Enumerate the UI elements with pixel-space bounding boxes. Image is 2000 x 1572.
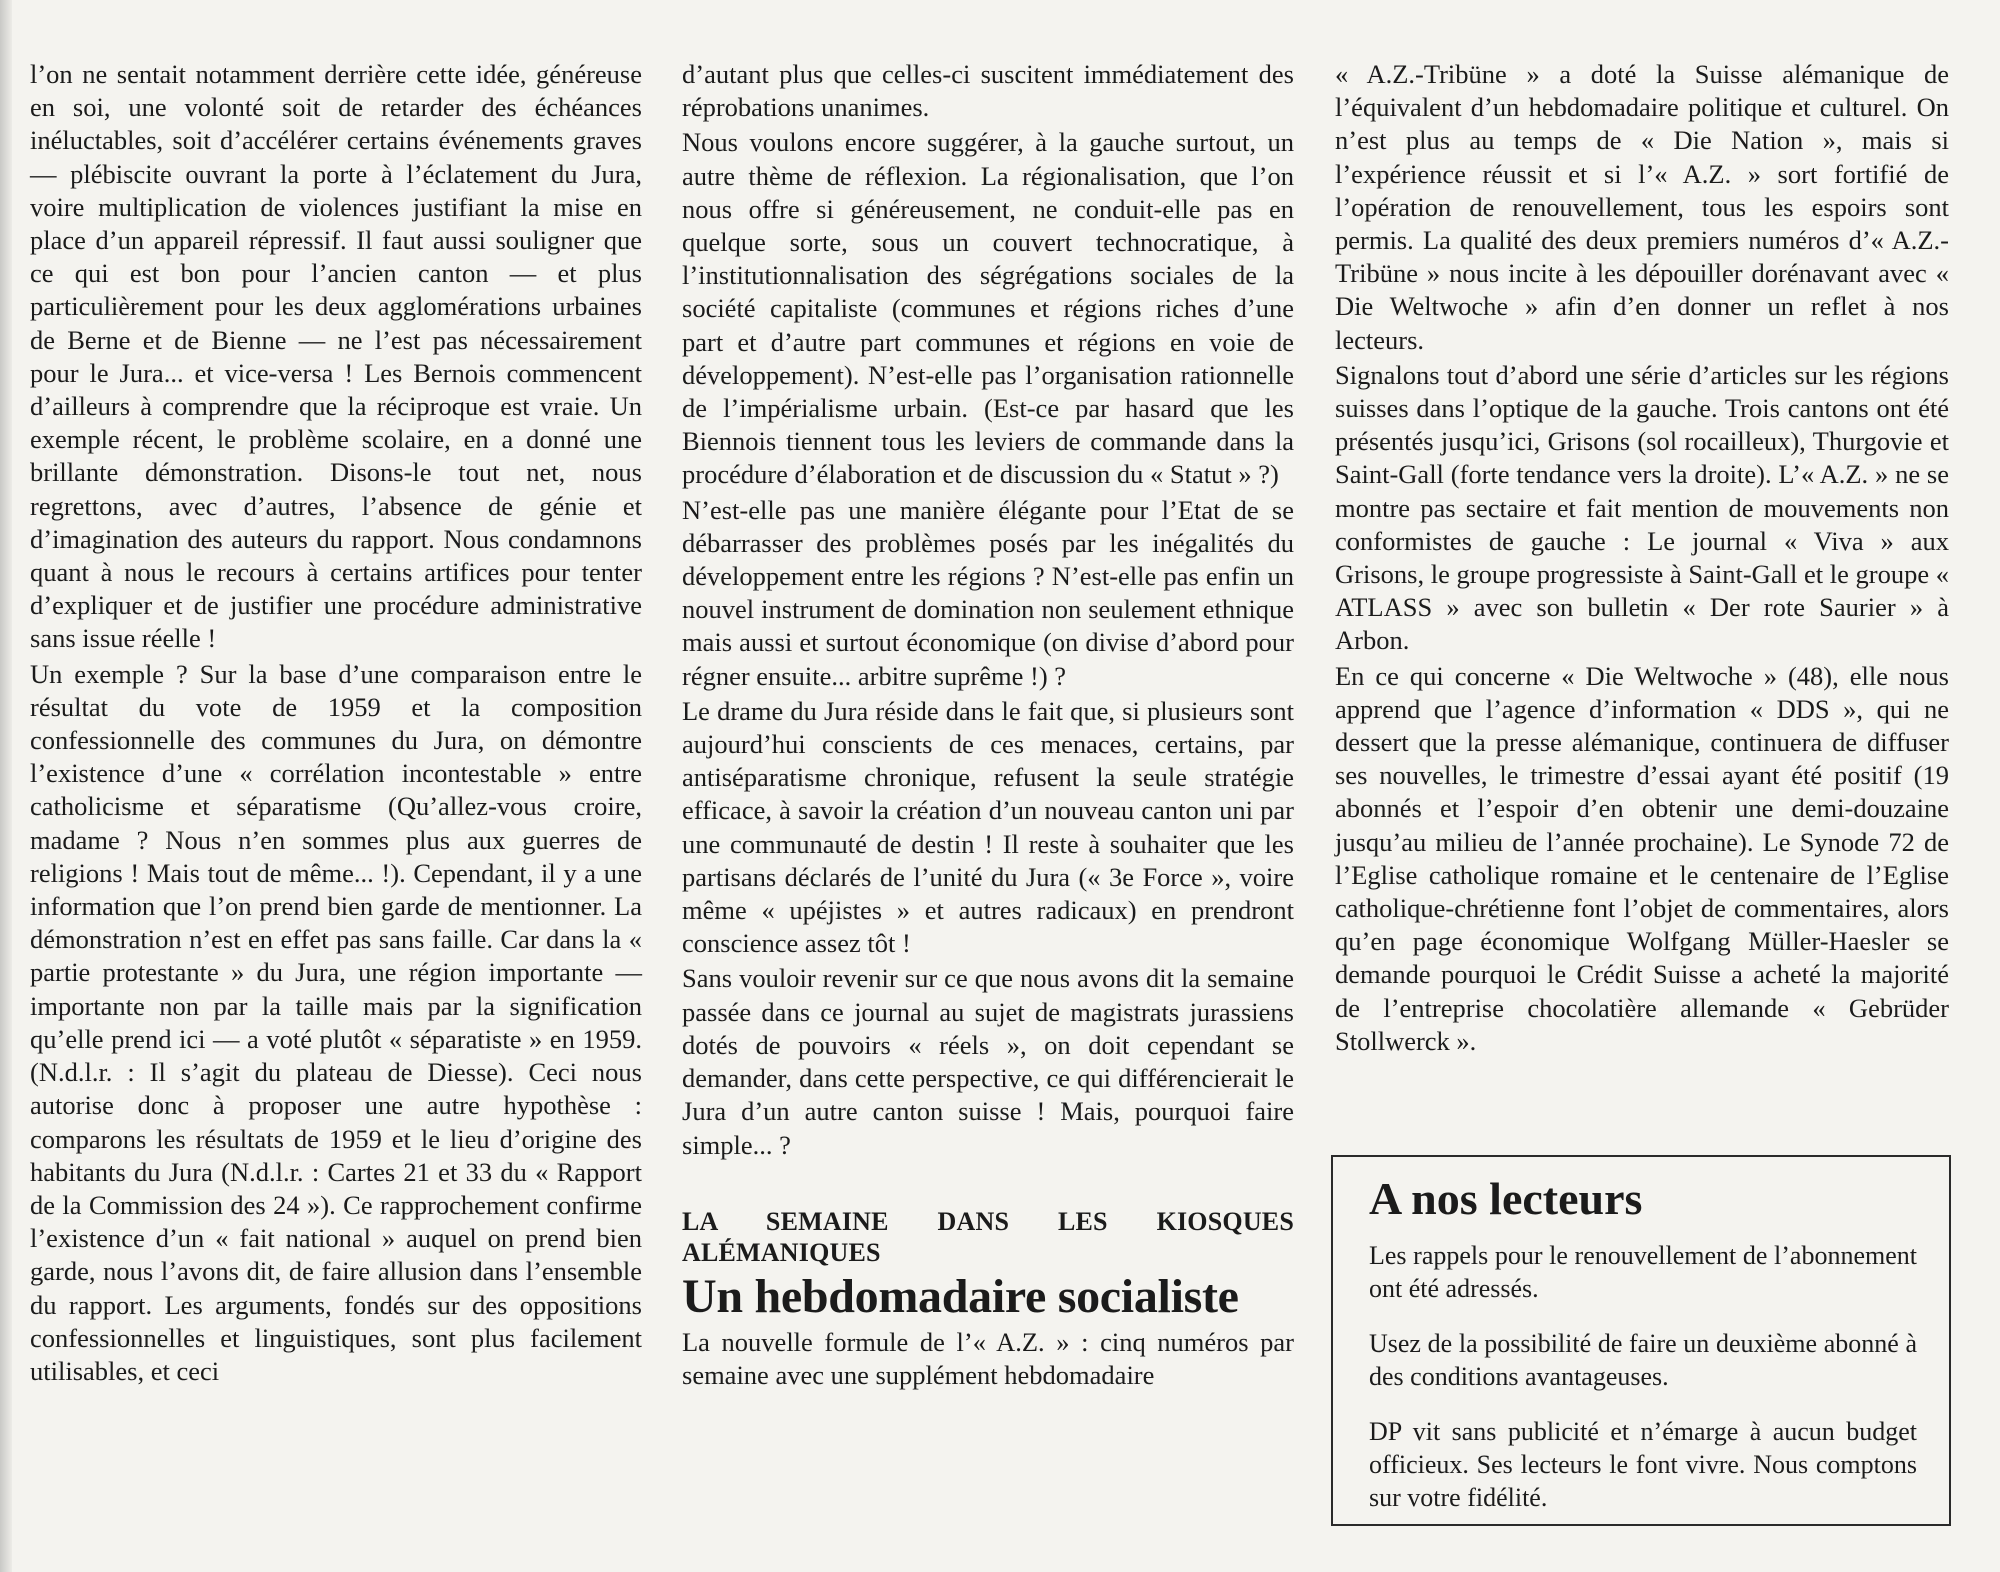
column-middle [682, 58, 1294, 1394]
paragraph: Nous voulons encore suggérer, à la gauche surtout, un autre thème de réflexion. La régionalisation, que l’on nous offre si généreusement, ne conduit-elle pas en quelque sorte, sous un couvert technocratique, à l’institutionnalisation des ségrégations sociales de la société capitaliste (communes et régions riches d’une part et d’autre part communes et régions en voie de développement). N’est-elle pas l’organisation rationnelle de l’impérialisme urbain. (Est-ce par hasard que les Biennois tiennent tous les leviers de commande dans la procédure d’élaboration et de discussion du « Statut » ?) [682, 127, 1294, 490]
notice-paragraph: Les rappels pour le renouvellement de l’abonnement ont été adressés. [1369, 1241, 1917, 1303]
paragraph: « A.Z.-Tribüne » a doté la Suisse alémanique de l’équivalent d’un hebdomadaire politique et culturel. On n’est plus au temps de « Die Nation », mais si l’expérience réussit et si l’« A.Z. » sort fortifié de l’opération de renouvellement, tous les espoirs sont permis. La qualité des deux premiers numéros d’« A.Z.-Tribüne » nous incite à les dépouiller dorénavant avec « Die Weltwoche » afin d’en donner un reflet à nos lecteurs. [1335, 59, 1949, 355]
paragraph: N’est-elle pas une manière élégante pour l’Etat de se débarrasser des problèmes posés par les inégalités du développement entre les régions ? N’est-elle pas enfin un nouvel instrument de domination non seulement ethnique mais aussi et surtout économique (on divise d’abord pour régner ensuite... arbitre suprême !) ? [682, 494, 1294, 691]
notice-box [1331, 1155, 1951, 1526]
paragraph: d’autant plus que celles-ci suscitent immédiatement des réprobations unanimes. [682, 59, 1294, 123]
section-kicker: LA SEMAINE DANS LES KIOSQUES ALÉMANIQUES [682, 1206, 1294, 1267]
paragraph: Signalons tout d’abord une série d’articles sur les régions suisses dans l’optique de la gauche. Trois cantons ont été présentés jusqu’ici, Grisons (sol rocailleux), Thurgovie et Saint-Gall (forte tendance vers la droite). L’« A.Z. » ne se montre pas sectaire et fait mention de mouvements non conformistes de gauche : Le journal « Viva » aux Grisons, le groupe progressiste à Saint-Gall et le groupe « ATLASS » avec son bulletin « Der rote Saurier » à Arbon. [1335, 359, 1949, 656]
article-headline: Un hebdomadaire socialiste [682, 1269, 1239, 1323]
paragraph: Sans vouloir revenir sur ce que nous avons dit la semaine passée dans ce journal au sujet de magistrats jurassiens dotés de pouvoirs « réels », on doit cependant se demander, dans cette perspective, ce qui différencierait le Jura d’un autre canton suisse ! Mais, pourquoi faire simple... ? [682, 963, 1294, 1160]
scan-edge [0, 0, 12, 1572]
notice-paragraph: Usez de la possibilité de faire un deuxième abonné à des conditions avantageuses. [1369, 1329, 1917, 1391]
notice-paragraph: DP vit sans publicité et n’émarge à aucun budget officieux. Ses lecteurs le font vivre. Nous comptons sur votre fidélité. [1369, 1417, 1917, 1512]
paragraph: En ce qui concerne « Die Weltwoche » (48), elle nous apprend que l’agence d’information « DDS », qui ne dessert que la presse alémanique, continuera de diffuser ses nouvelles, le trimestre d’essai ayant été positif (19 abonnés et l’espoir d’en obtenir une demi-douzaine jusqu’au milieu de l’année prochaine). Le Synode 72 de l’Eglise catholique romaine et le centenaire de l’Eglise catholique-chrétienne font l’objet de commentaires, alors qu’en page économique Wolfgang Müller-Haesler se demande pourquoi le Crédit Suisse a acheté la majorité de l’entreprise chocolatière allemande « Gebrüder Stollwerck ». [1335, 660, 1949, 1056]
paragraph: l’on ne sentait notamment derrière cette idée, généreuse en soi, une volonté soit de retarder des échéances inéluctables, soit d’accélérer certains événements graves — plébiscite ouvrant la porte à l’éclatement du Jura, voire multiplication de violences justifiant la mise en place d’un appareil répressif. Il faut aussi souligner que ce qui est bon pour l’ancien canton — et plus particulièrement pour les deux agglomérations urbaines de Berne et de Bienne — ne l’est pas nécessairement pour le Jura... et vice-versa ! Les Bernois commencent d’ailleurs à comprendre que la réciproque est vraie. Un exemple récent, le problème scolaire, en a donné une brillante démonstration. Disons-le tout net, nous regrettons, avec d’autres, l’absence de génie et d’imagination des auteurs du rapport. Nous condamnons quant à nous le recours à certains artifices pour tenter d’expliquer et de justifier une procédure administrative sans issue réelle ! [30, 59, 642, 654]
paragraph: La nouvelle formule de l’« A.Z. » : cinq numéros par semaine avec une supplément hebdomadaire [682, 1326, 1294, 1390]
paragraph: Le drame du Jura réside dans le fait que, si plusieurs sont aujourd’hui conscients de ces menaces, certains, par antiséparatisme chronique, refusent la seule stratégie efficace, à savoir la création d’un nouveau canton uni par une communauté de destin ! Il reste à souhaiter que les partisans déclarés de l’unité du Jura (« 3e Force », voire même « upéjistes » et autres radicaux) en prendront conscience assez tôt ! [682, 695, 1294, 959]
column-right [1335, 58, 1949, 1060]
paragraph: Un exemple ? Sur la base d’une comparaison entre le résultat du vote de 1959 et la composition confessionnelle des communes du Jura, on démontre l’existence d’une « corrélation incontestable » entre catholicisme et séparatisme (Qu’allez-vous croire, madame ? Nous n’en sommes plus aux guerres de religions ! Mais tout de même... !). Cependant, il y a une information que l’on prend bien garde de mentionner. La démonstration n’est en effet pas sans faille. Car dans la « partie protestante » du Jura, une région importante — importante non par la taille mais par la signification qu’elle prend ici — a voté plutôt « séparatiste » en 1959. (N.d.l.r. : Il s’agit du plateau de Diesse). Ceci nous autorise donc à proposer une autre hypothèse : comparons les résultats de 1959 et le lieu d’origine des habitants du Jura (N.d.l.r. : Cartes 21 et 33 du « Rapport de la Commission des 24 »). Ce rapprochement confirme l’existence d’un « fait national » auquel on prend bien garde, nous l’avons dit, de faire allusion dans l’ensemble du rapport. Les arguments, fondés sur des oppositions confessionnelles et linguistiques, sont plus facilement utilisables, et ceci [30, 658, 642, 1386]
notice-title: A nos lecteurs [1369, 1173, 1643, 1224]
column-left [30, 58, 642, 1390]
